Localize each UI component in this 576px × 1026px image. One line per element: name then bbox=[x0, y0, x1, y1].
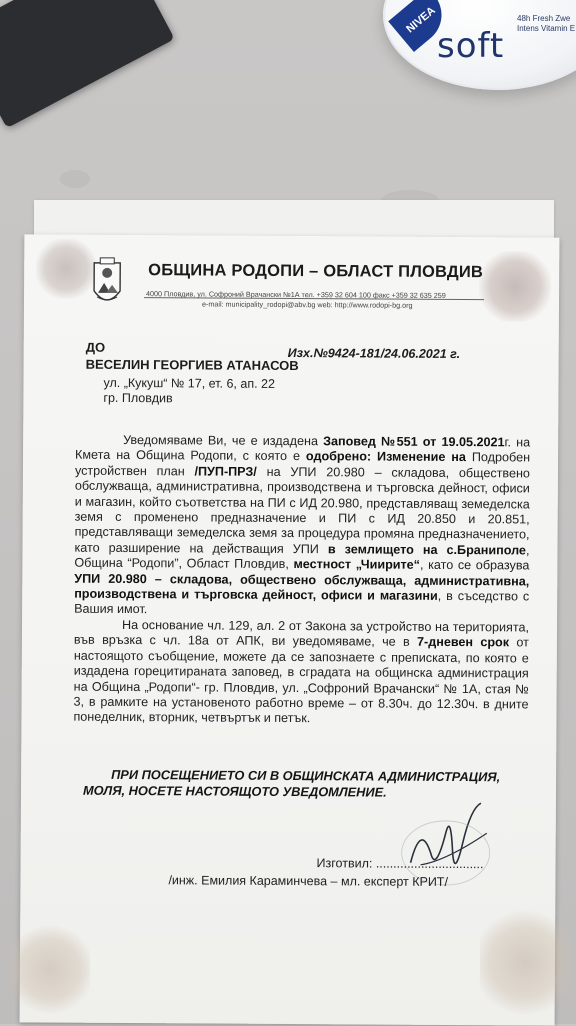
closing-line-1: ПРИ ПОСЕЩЕНИЕТО СИ В ОБЩИНСКАТА АДМИНИСТРАЦИЯ, bbox=[111, 766, 501, 785]
outgoing-reference: Изх.№9424-181/24.06.2021 г. bbox=[287, 345, 461, 362]
letterhead-contact: e-mail: municipality_rodopi@abv.bg web: http://www.rodopi-bg.org bbox=[201, 299, 413, 310]
tape-stain bbox=[479, 251, 551, 321]
closing-line-2: МОЛЯ, НОСЕТЕ НАСТОЯЩОТО УВЕДОМЛЕНИЕ. bbox=[82, 782, 387, 800]
paper-stain bbox=[480, 907, 571, 1018]
notice-letter bbox=[20, 234, 560, 1025]
recipient-city: гр. Пловдив bbox=[103, 390, 173, 406]
letterhead-organization: ОБЩИНА РОДОПИ – ОБЛАСТ ПЛОВДИВ bbox=[148, 261, 484, 282]
recipient-street: ул. „Кукуш“ № 17, ет. 6, ап. 22 bbox=[103, 375, 276, 391]
paper-stain bbox=[10, 924, 91, 1014]
surface-fleck bbox=[60, 170, 90, 188]
paragraph-deadline: На основание чл. 129, ал. 2 от Закона за устройство на територията, във връзка с чл. 18а от АПК, ви уведомяваме, че в 7-дневен срок от настоящото съобщение, можете да се запознаете с преписката, по която е издадена горецитираната заповед, в сградата на общинска администрация на Община „Родопи“- гр. Пловдив, ул. „Софроний Врачански“ № 1А, стая № 3, в рамките на установеното работно време – от 8.30ч. до 12.30ч. в дните понеделник, вторник, четвъртък и петък. bbox=[73, 617, 530, 726]
keyboard bbox=[0, 0, 175, 128]
tape-stain bbox=[36, 238, 96, 298]
letter-body bbox=[73, 433, 530, 728]
jar-product-name: soft bbox=[437, 26, 505, 66]
letterhead-address: 4000 Пловдив, ул. Софроний Врачански №1А тел. +359 32 604 100 факс +359 32 635 259 bbox=[146, 289, 446, 300]
prepared-by-label: Изготвил: ............................... bbox=[316, 856, 484, 872]
nivea-logo: NIVEA bbox=[388, 0, 454, 52]
recipient-to: ДО bbox=[85, 339, 106, 355]
jar-small-print: 48h Fresh Zwe Intens Vitamin E bbox=[517, 14, 576, 33]
preparer-name: /инж. Емилия Караминчева – мл. експерт КРИТ/ bbox=[168, 873, 448, 889]
municipality-crest-icon bbox=[90, 257, 124, 313]
paragraph-order: Уведомяваме Ви, че е издадена Заповед №551 от 19.05.2021г. на Кмета на Община Родопи, с която е одобрено: Изменение на Подробен устройствен план /ПУП-ПРЗ/ на УПИ 20.980 – складова, обществено обслужваща, административна, производствена и търговска дейност, офиси и магазин, който съответства на ПИ с ИД 20.980, представляващ земеделска земя с променено предназначение и ПИ с ИД 20.850 и 20.851, представляващи земеделска земя за процедура промяна предназначението, като разширение на действащия УПИ в землището на с.Браниполе, Община “Родопи”, Област Пловдив, местност „Чиирите“, като се образува УПИ 20.980 – складова, обществено обслужваща, административна, производствена и търговска дейност, офиси и магазини, в съседство с Вашия имот. bbox=[74, 432, 531, 617]
recipient-name: ВЕСЕЛИН ГЕОРГИЕВ АТАНАСОВ bbox=[85, 356, 299, 374]
